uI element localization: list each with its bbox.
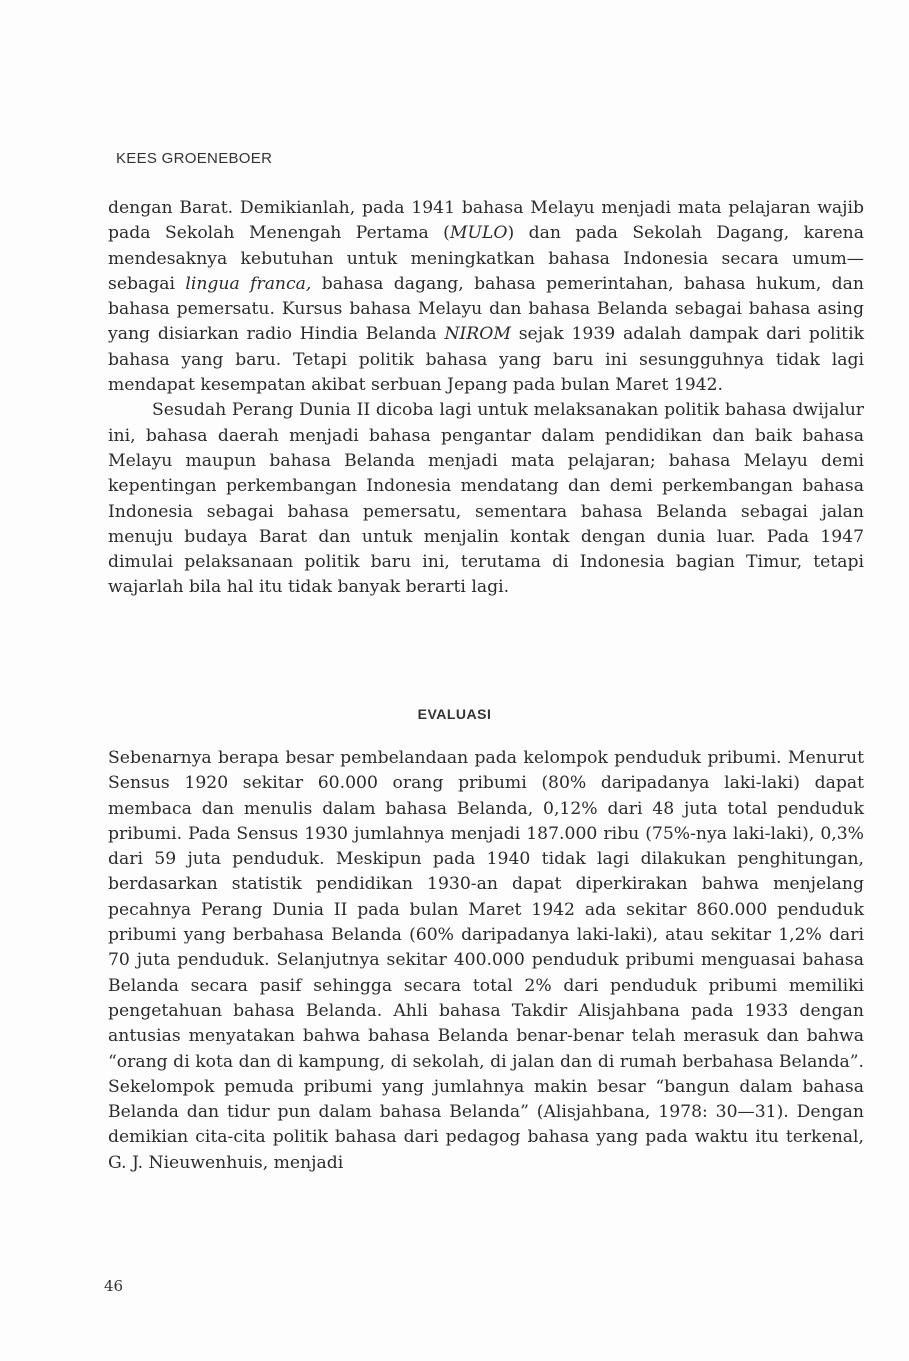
paragraph [108,196,864,398]
paragraph [108,746,864,1176]
text-run: sejak 1939 adalah dampak dari politik bahasa yang baru. Tetapi politik bahasa yang baru ini sesungguhnya tidak lagi mendapat kesempatan akibat serbuan Jepang pada bulan Maret 1942. [108,324,864,396]
text-run: Sebenarnya berapa besar pembelandaan pada kelompok penduduk pribumi. Menurut Sensus 1920 sekitar 60.000 orang pribumi (80% daripadanya laki-laki) dapat membaca dan menulis dalam bahasa Belanda, 0,12% dari 48 juta total penduduk pribumi. Pada Sensus 1930 jumlahnya menjadi 187.000 ribu (75%-nya laki-laki), 0,3% dari 59 juta penduduk. Meskipun pada 1940 tidak lagi dilakukan penghitungan, berdasarkan statistik pendidikan 1930-an dapat diperkirakan bahwa menjelang pecahnya Perang Dunia II pada bulan Maret 1942 ada sekitar 860.000 penduduk pribumi yang berbahasa Belanda (60% daripadanya laki-laki), atau sekitar 1,2% dari 70 juta penduduk. Selanjutnya sekitar 400.000 penduduk pribumi menguasai bahasa Belanda secara pasif sehingga secara total 2% dari penduduk pribumi memiliki pengetahuan bahasa Belanda. Ahli bahasa Takdir Alisjahbana pada 1933 dengan antusias menyatakan bahwa bahasa Belanda benar-benar telah merasuk dan bahwa “orang di kota dan di kampung, di sekolah, di jalan dan di rumah berbahasa Belanda”. Sekelompok pemuda pribumi yang jumlahnya makin besar “bangun dalam bahasa Belanda dan tidur pun dalam bahasa Belanda” (Alisjahbana, 1978: 30—31). Dengan demikian cita-cita politik bahasa dari pedagog bahasa yang pada waktu itu terkenal, G. J. Nieuwenhuis, menjadi [108,748,864,1173]
italic-term: NIROM [444,324,511,345]
text-run: dengan Barat. Demikianlah, pada 1941 bahasa Melayu menjadi mata pelajaran wajib pada Sekolah Menengah Pertama ( [108,198,864,244]
section-heading: EVALUASI [417,706,492,722]
page-number: 46 [104,1277,124,1295]
text-run: Sesudah Perang Dunia II dicoba lagi untuk melaksanakan politik bahasa dwijalur ini, bahasa daerah menjadi bahasa pengantar dalam pendidikan dan baik bahasa Melayu maupun bahasa Belanda menjadi mata pelajaran; bahasa Melayu demi kepentingan perkembangan Indonesia mendatang dan demi perkembangan bahasa Indonesia sebagai bahasa pemersatu, sementara bahasa Belanda sebagai jalan menuju budaya Barat dan untuk menjalin kontak dengan dunia luar. Pada 1947 dimulai pelaksanaan politik baru ini, terutama di Indonesia bagian Timur, tetapi wajarlah bila hal itu tidak banyak berarti lagi. [108,400,864,598]
text-run: ) dan pada Sekolah Dagang, karena mendesaknya kebutuhan untuk meningkatkan bahasa Indonesia secara umum—sebagai [108,223,864,294]
body-text-after-heading [108,746,864,1176]
italic-term: MULO [449,223,508,244]
running-head: KEES GROENEBOER [116,150,273,167]
body-text-before-heading [108,196,864,601]
text-run: bahasa dagang, bahasa pemerintahan, bahasa hukum, dan bahasa pemersatu. Kursus bahasa Melayu dan bahasa Belanda sebagai bahasa asing yang disiarkan radio Hindia Belanda [108,273,864,345]
paragraph [108,398,864,600]
italic-term: lingua franca, [185,273,312,294]
